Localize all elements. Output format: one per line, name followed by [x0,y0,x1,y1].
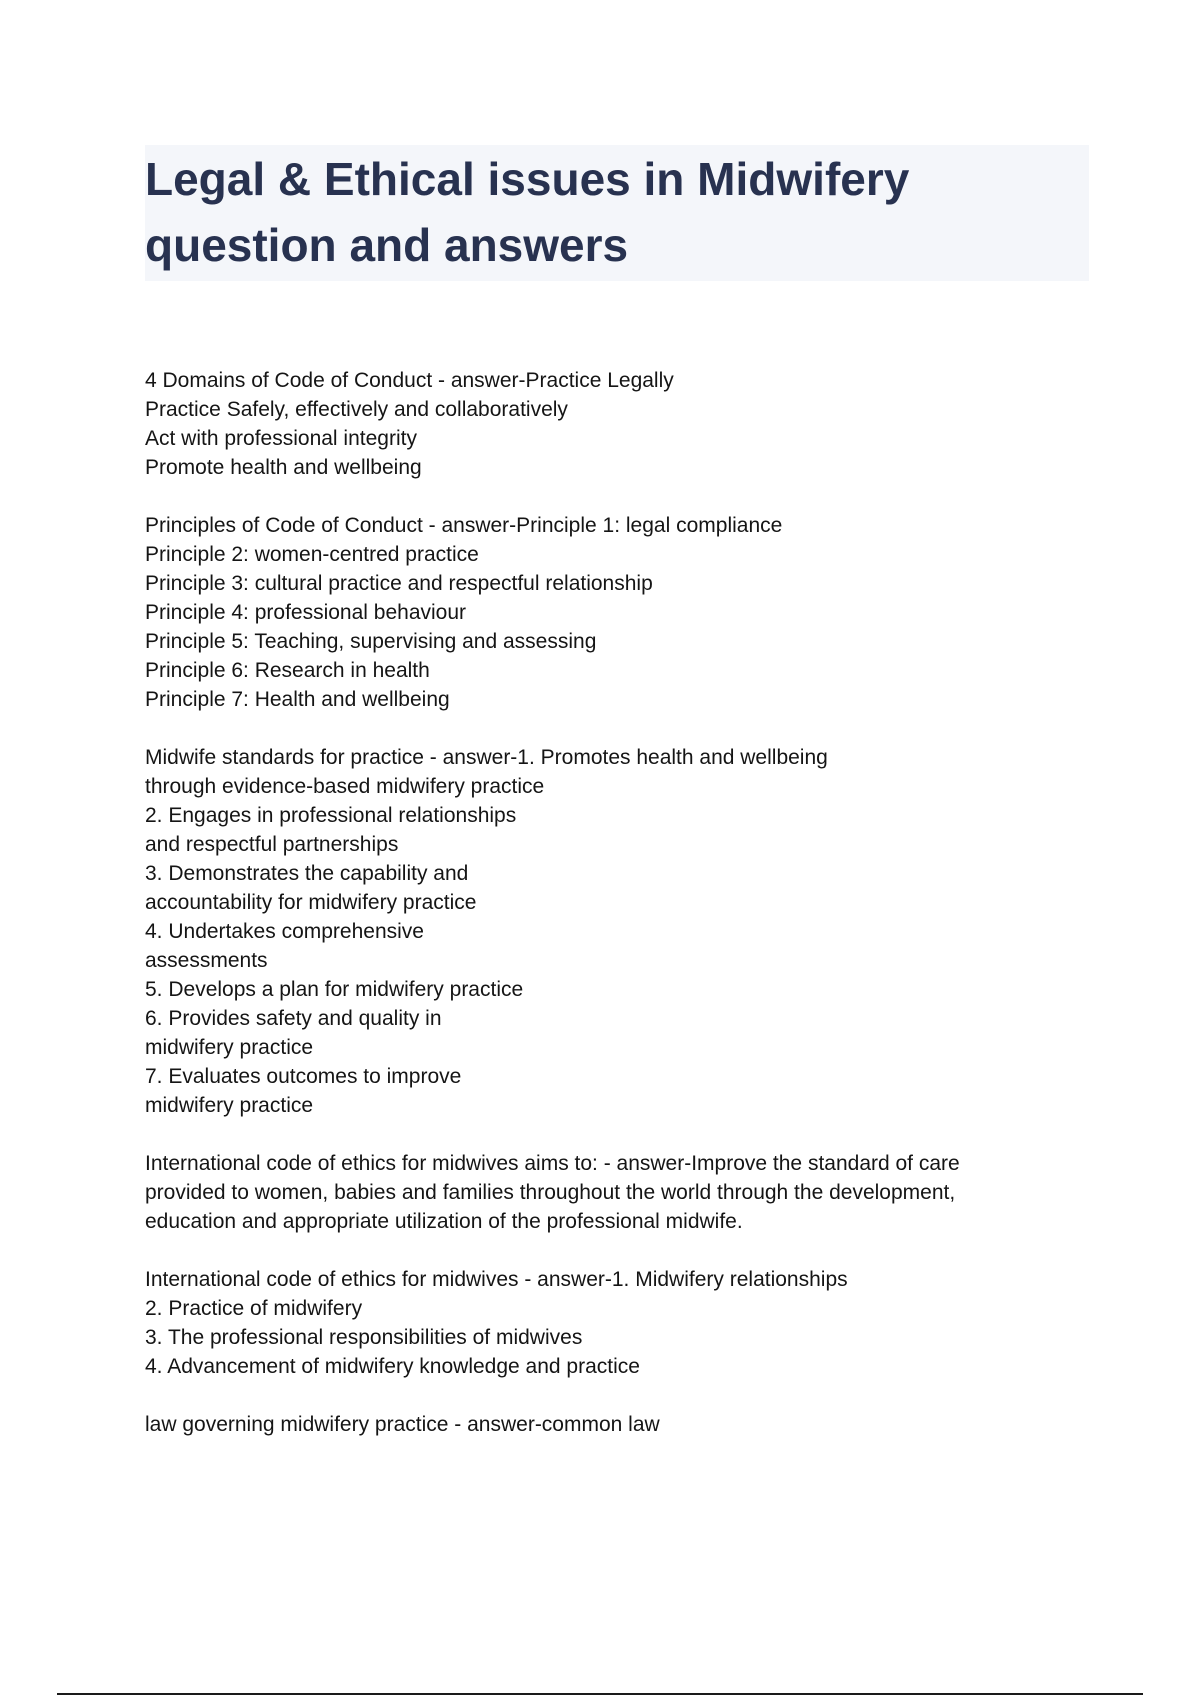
qa-line: 6. Provides safety and quality in [145,1007,442,1030]
qa-line: 3. The professional responsibilities of midwives [145,1326,583,1349]
qa-line: Principle 4: professional behaviour [145,601,467,624]
document-title [145,146,1089,278]
qa-line: education and appropriate utilization of the professional midwife. [145,1210,743,1233]
qa-line: 5. Develops a plan for midwifery practice [145,978,524,1001]
qa-block-governing-law [145,1410,1105,1439]
qa-line: 2. Practice of midwifery [145,1297,363,1320]
qa-line: 4. Undertakes comprehensive [145,920,424,943]
qa-block-ethics-aims [145,1149,1105,1236]
qa-line: through evidence-based midwifery practice [145,775,545,798]
qa-line: Principle 5: Teaching, supervising and assessing [145,630,597,653]
qa-line: Principle 3: cultural practice and respectful relationship [145,572,653,595]
qa-line: 2. Engages in professional relationships [145,804,517,827]
qa-block-code-of-conduct-domains [145,366,1105,482]
qa-list [145,366,1105,1468]
qa-line: Practice Safely, effectively and collaboratively [145,398,568,421]
qa-line: International code of ethics for midwives - answer-1. Midwifery relationships [145,1268,848,1291]
qa-line: law governing midwifery practice - answer-common law [145,1413,660,1436]
qa-line: Principle 6: Research in health [145,659,430,682]
qa-line: provided to women, babies and families throughout the world through the development, [145,1181,956,1204]
qa-block-midwife-standards [145,743,1105,1120]
qa-line: accountability for midwifery practice [145,891,477,914]
qa-line: Promote health and wellbeing [145,456,422,479]
qa-line: midwifery practice [145,1094,314,1117]
qa-line: 3. Demonstrates the capability and [145,862,469,885]
qa-line: Principle 2: women-centred practice [145,543,479,566]
qa-line: 4. Advancement of midwifery knowledge and practice [145,1355,640,1378]
qa-line: International code of ethics for midwives aims to: - answer-Improve the standard of care [145,1152,960,1175]
qa-line: and respectful partnerships [145,833,399,856]
footer-divider [57,1693,1143,1695]
qa-line: Midwife standards for practice - answer-1. Promotes health and wellbeing [145,746,828,769]
qa-block-ethics-code [145,1265,1105,1381]
qa-line: Act with professional integrity [145,427,417,450]
document-title-line: Legal & Ethical issues in Midwifery [145,153,910,205]
qa-line: Principle 7: Health and wellbeing [145,688,450,711]
title-banner [145,145,1089,281]
qa-line: midwifery practice [145,1036,314,1059]
document-title-line: question and answers [145,219,629,271]
qa-line: 4 Domains of Code of Conduct - answer-Practice Legally [145,369,674,392]
qa-line: 7. Evaluates outcomes to improve [145,1065,462,1088]
qa-line: Principles of Code of Conduct - answer-Principle 1: legal compliance [145,514,783,537]
qa-line: assessments [145,949,268,972]
qa-block-code-of-conduct-principles [145,511,1105,714]
